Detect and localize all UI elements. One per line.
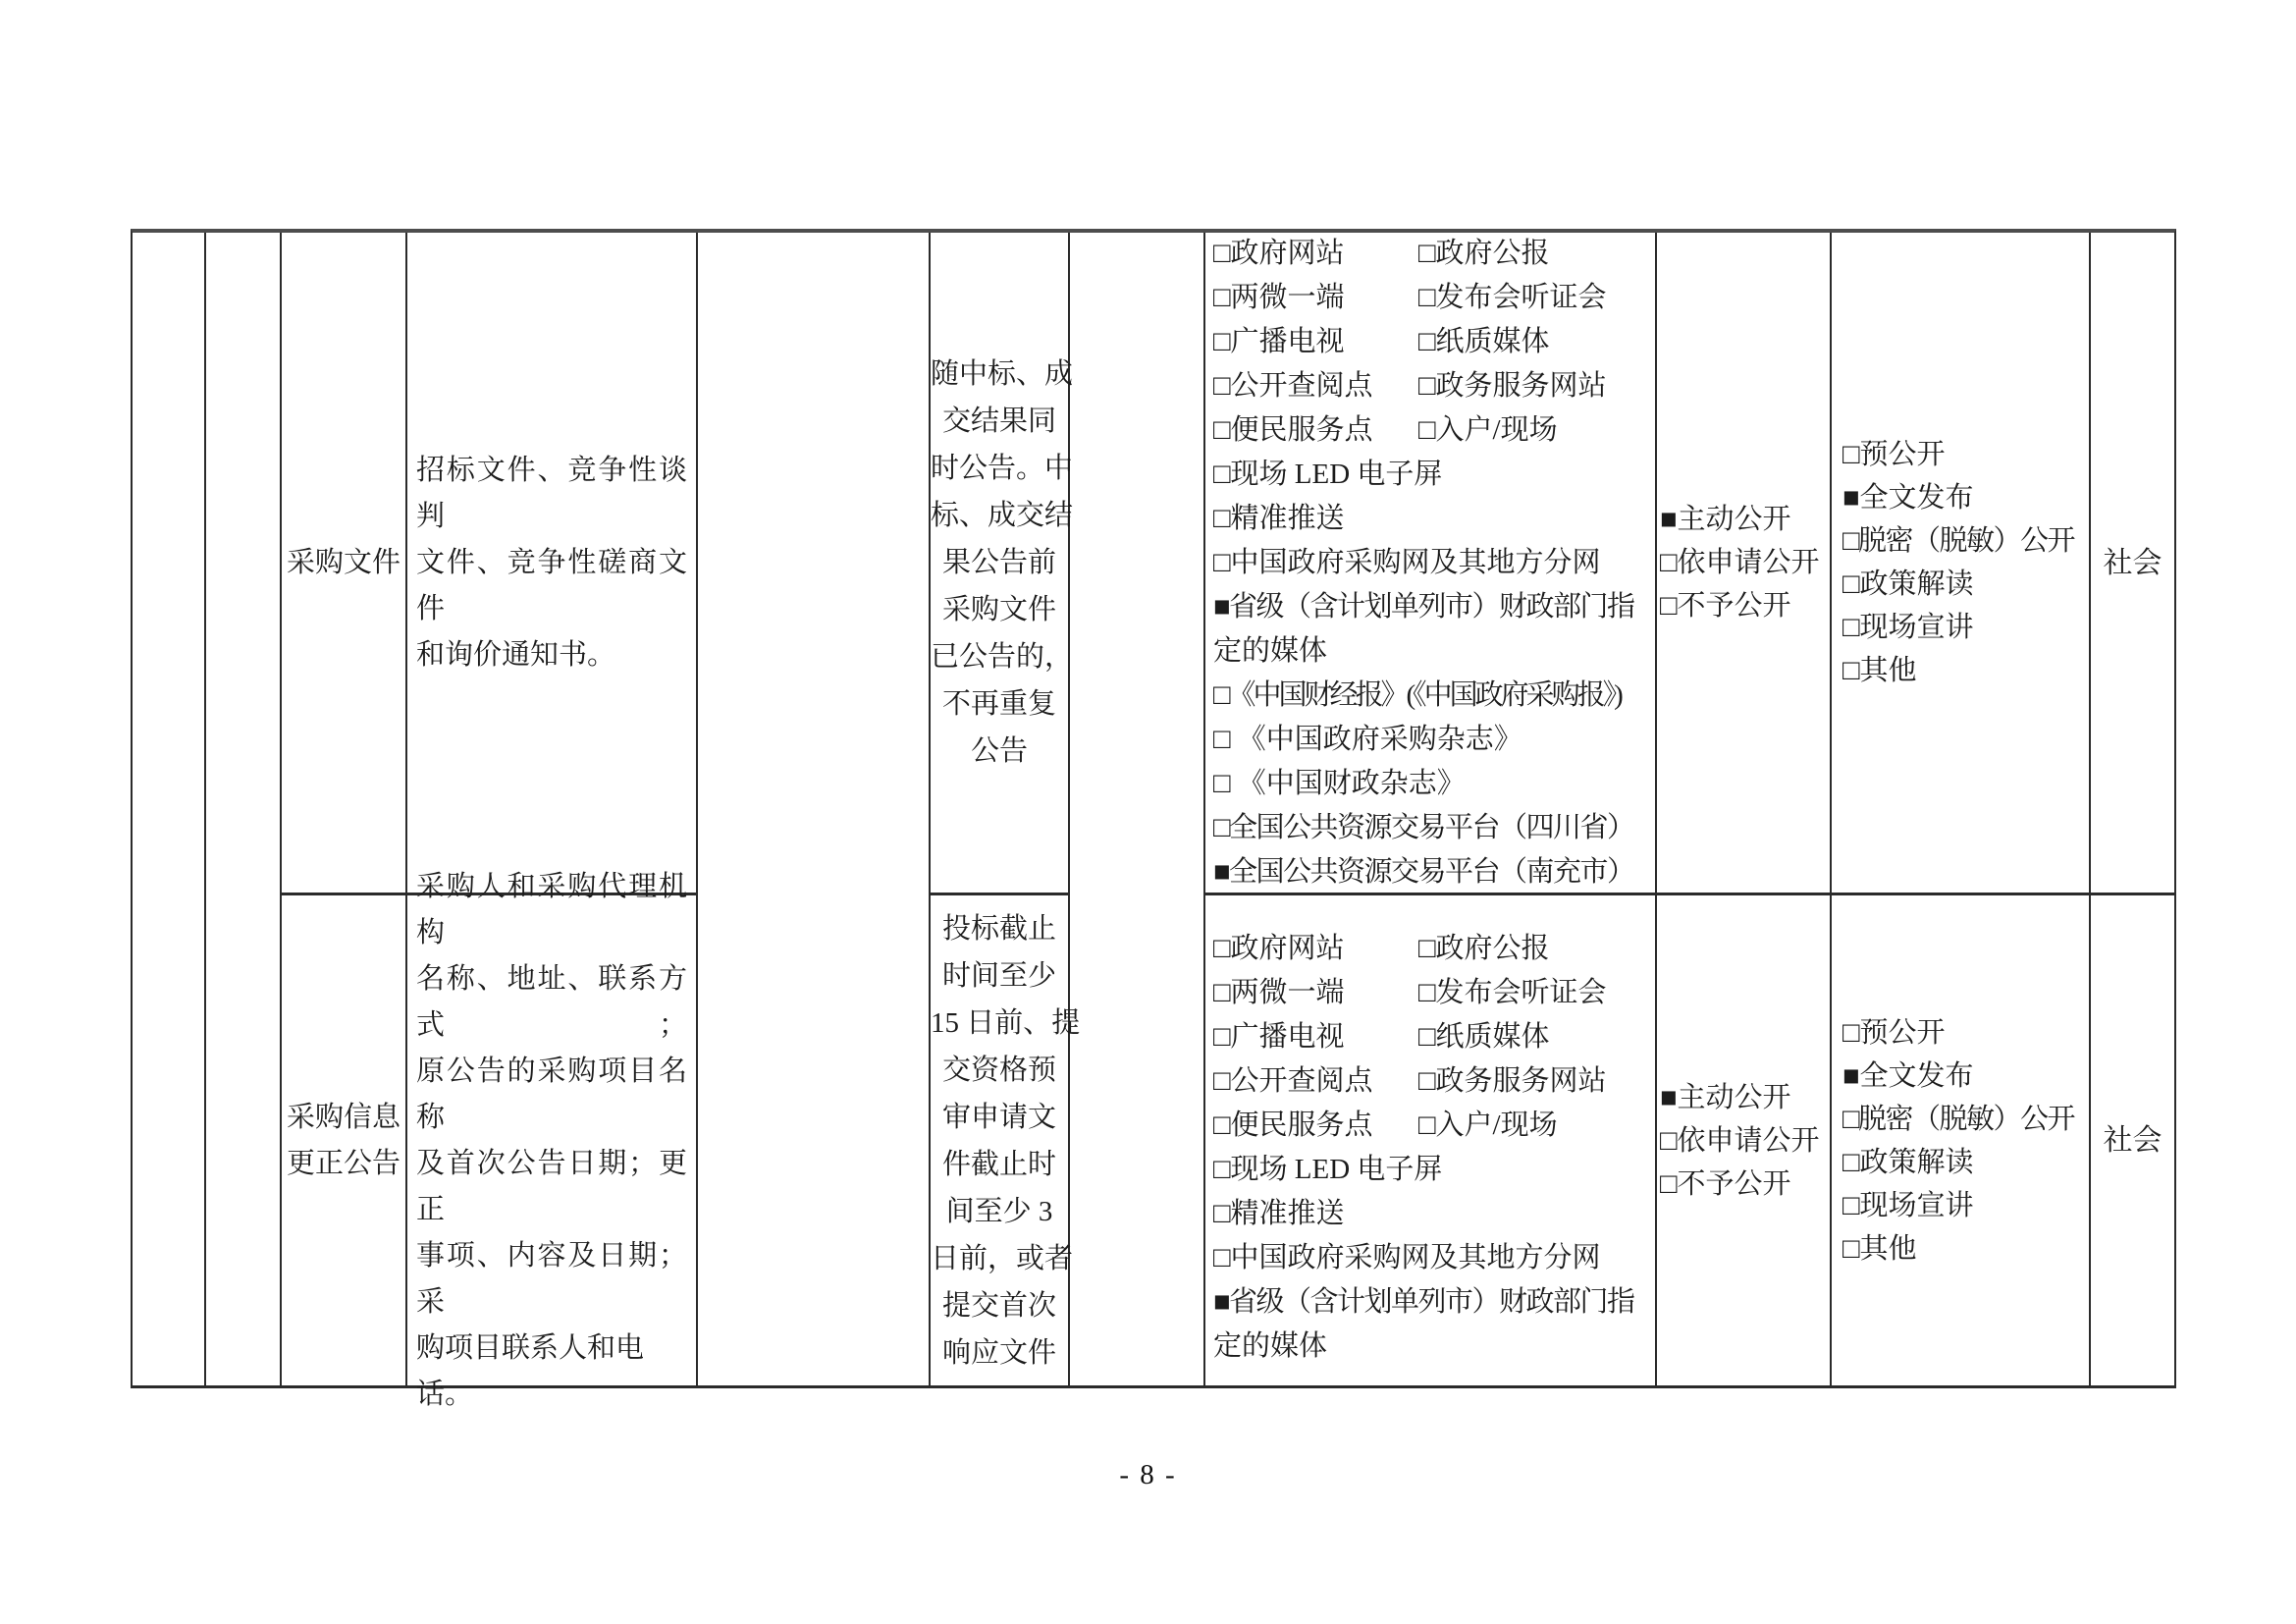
form-cell-row2 — [1832, 895, 2091, 1385]
channel-checkbox-option: □政务服务网站 — [1418, 1064, 1607, 1097]
channel-checkbox-option: □便民服务点 — [1213, 1109, 1373, 1141]
item-name-cell-row1 — [282, 233, 407, 895]
channel-option-pair — [1213, 408, 1655, 453]
timing-line: 果公告前 — [941, 547, 1056, 578]
form-checkbox-option: □政策解读 — [1842, 568, 1974, 600]
channel-checkbox-option: □广播电视 — [1213, 325, 1345, 357]
description-line: 事项、内容及日期；采 — [416, 1239, 687, 1318]
channel-checkbox-option: □中国政府采购网及其地方分网 — [1213, 1241, 1601, 1273]
audience-cell-row2 — [2091, 895, 2174, 1385]
channel-checkbox-option: □政务服务网站 — [1418, 369, 1607, 402]
method-cell-row1 — [1657, 233, 1832, 895]
channel-checkbox-option: □发布会听证会 — [1418, 281, 1607, 313]
description-cell-row2 — [407, 870, 698, 1410]
timing-line: 间至少 3 — [945, 1195, 1053, 1227]
form-checkbox-option: □脱密（脱敏）公开 — [1842, 1103, 2075, 1135]
channel-checkbox-option: ■省级（含计划单列市）财政部门指 — [1213, 1285, 1634, 1318]
form-checkbox-option: □其他 — [1842, 655, 1917, 686]
channel-checkbox-option-wrap: 定的媒体 — [1213, 634, 1328, 667]
channel-checkbox-option: □入户/现场 — [1418, 413, 1558, 446]
channel-checkbox-option: □政府公报 — [1418, 237, 1550, 269]
method-checkbox-option: ■主动公开 — [1660, 504, 1791, 535]
channels-cell-row2 — [1205, 895, 1657, 1385]
timing-line: 时公告。中 — [931, 453, 1074, 484]
channel-checkbox-option: □公开查阅点 — [1213, 1064, 1373, 1097]
channel-checkbox-option: □中国政府采购网及其地方分网 — [1213, 546, 1601, 578]
channel-checkbox-option: □政府网站 — [1213, 237, 1345, 269]
timing-line: 审申请文 — [941, 1101, 1056, 1133]
method-checkbox-option: □依申请公开 — [1660, 547, 1820, 578]
empty-column-1-cell — [133, 233, 206, 1385]
timing-line: 件截止时 — [941, 1148, 1056, 1180]
timing-line: 随中标、成 — [931, 358, 1074, 390]
empty-column-7-cell — [1070, 233, 1205, 1385]
procurement-disclosure-table — [131, 229, 2176, 1410]
channel-option-pair — [1213, 320, 1655, 364]
description-line: 采购人和采购代理机构 — [416, 870, 687, 948]
audience-label: 社会 — [2103, 546, 2163, 579]
channel-option-pair — [1213, 1104, 1655, 1148]
form-checkbox-option: ■全文发布 — [1842, 482, 1974, 514]
item-name-cell-row2 — [282, 895, 407, 1385]
channel-option-pair — [1213, 1059, 1655, 1104]
channel-checkbox-option: □发布会听证会 — [1418, 976, 1607, 1008]
channel-checkbox-option: □ 《中国政府采购杂志》 — [1213, 723, 1522, 755]
channel-option-pair — [1213, 927, 1655, 971]
method-cell-row2 — [1657, 895, 1832, 1385]
channel-checkbox-option-wrap: 定的媒体 — [1213, 1329, 1328, 1362]
timing-line: 交结果同 — [941, 406, 1056, 437]
timing-line: 日前，或者 — [931, 1242, 1074, 1274]
channel-checkbox-option: □现场 LED 电子屏 — [1213, 1153, 1443, 1185]
empty-column-5-cell — [698, 233, 931, 1385]
channel-option-pair — [1213, 364, 1655, 408]
channel-checkbox-option: ■全国公共资源交易平台（南充市） — [1213, 855, 1634, 888]
channel-checkbox-option: □ 《中国财政杂志》 — [1213, 767, 1466, 799]
form-checkbox-option: □预公开 — [1842, 1016, 1946, 1049]
description-line: 及首次公告日期；更正 — [416, 1147, 687, 1225]
channel-checkbox-option: □政府网站 — [1213, 932, 1345, 964]
channel-checkbox-option: □《中国财经报》(《中国政府采购报》) — [1213, 678, 1621, 711]
description-line: 文件、竞争性磋商文件 — [416, 546, 687, 624]
description-line: 购项目联系人和电话。 — [416, 1331, 645, 1410]
page-number: - 8 - — [1119, 1459, 1177, 1490]
channel-checkbox-option: □全国公共资源交易平台（四川省） — [1213, 811, 1634, 843]
form-checkbox-option: □现场宣讲 — [1842, 612, 1974, 643]
channel-checkbox-option: □广播电视 — [1213, 1020, 1345, 1053]
description-line: 原公告的采购项目名称 — [416, 1055, 687, 1133]
timing-line: 投标截止 — [941, 912, 1056, 945]
timing-line: 提交首次 — [941, 1289, 1056, 1322]
channel-checkbox-option: □便民服务点 — [1213, 413, 1373, 446]
channel-option-pair — [1213, 232, 1655, 276]
timing-line: 公告 — [970, 735, 1028, 767]
empty-column-2-cell — [206, 233, 282, 1385]
form-checkbox-option: □预公开 — [1842, 439, 1946, 470]
channel-checkbox-option: □精准推送 — [1213, 502, 1345, 534]
channel-checkbox-option: □纸质媒体 — [1418, 325, 1550, 357]
channel-checkbox-option: □政府公报 — [1418, 932, 1550, 964]
timing-line: 交资格预 — [941, 1054, 1056, 1086]
form-checkbox-option: □现场宣讲 — [1842, 1189, 1974, 1221]
timing-line: 不再重复 — [941, 688, 1056, 720]
channel-checkbox-option: □入户/现场 — [1418, 1109, 1558, 1141]
method-checkbox-option: □依申请公开 — [1660, 1124, 1820, 1157]
description-line: 招标文件、竞争性谈判 — [416, 454, 687, 532]
item-name-line: 更正公告 — [286, 1147, 400, 1179]
description-cell-row1 — [407, 233, 698, 895]
channel-checkbox-option: □现场 LED 电子屏 — [1213, 458, 1443, 490]
channel-checkbox-option: □两微一端 — [1213, 281, 1345, 313]
item-name-line: 采购信息 — [286, 1101, 400, 1133]
description-line: 和询价通知书。 — [416, 638, 616, 671]
description-line: 名称、地址、联系方式； — [416, 962, 687, 1041]
channel-option-pair — [1213, 276, 1655, 320]
channel-checkbox-option: □纸质媒体 — [1418, 1020, 1550, 1053]
method-checkbox-option: ■主动公开 — [1660, 1081, 1791, 1113]
timing-line: 采购文件 — [941, 594, 1056, 625]
channel-checkbox-option: □精准推送 — [1213, 1197, 1345, 1229]
form-checkbox-option: □脱密（脱敏）公开 — [1842, 525, 2075, 557]
timing-line: 时间至少 — [941, 959, 1056, 992]
channel-checkbox-option: □两微一端 — [1213, 976, 1345, 1008]
channel-checkbox-option: ■省级（含计划单列市）财政部门指 — [1213, 590, 1634, 623]
audience-cell-row1 — [2091, 233, 2174, 895]
timing-cell-row1 — [931, 233, 1074, 895]
timing-line: 已公告的， — [931, 641, 1074, 673]
channels-cell-row1 — [1205, 233, 1657, 895]
method-checkbox-option: □不予公开 — [1660, 590, 1791, 622]
form-cell-row1 — [1832, 233, 2091, 895]
form-checkbox-option: ■全文发布 — [1842, 1059, 1974, 1092]
channel-option-pair — [1213, 971, 1655, 1015]
timing-line: 响应文件 — [941, 1336, 1056, 1369]
item-name-label: 采购文件 — [286, 546, 400, 578]
form-checkbox-option: □政策解读 — [1842, 1146, 1974, 1178]
form-checkbox-option: □其他 — [1842, 1232, 1917, 1265]
timing-cell-row2 — [931, 895, 1081, 1385]
timing-line: 15 日前、提 — [931, 1006, 1081, 1039]
channel-checkbox-option: □公开查阅点 — [1213, 369, 1373, 402]
timing-line: 标、成交结 — [931, 500, 1074, 531]
channel-option-pair — [1213, 1015, 1655, 1059]
method-checkbox-option: □不予公开 — [1660, 1167, 1791, 1200]
audience-label: 社会 — [2103, 1124, 2163, 1157]
